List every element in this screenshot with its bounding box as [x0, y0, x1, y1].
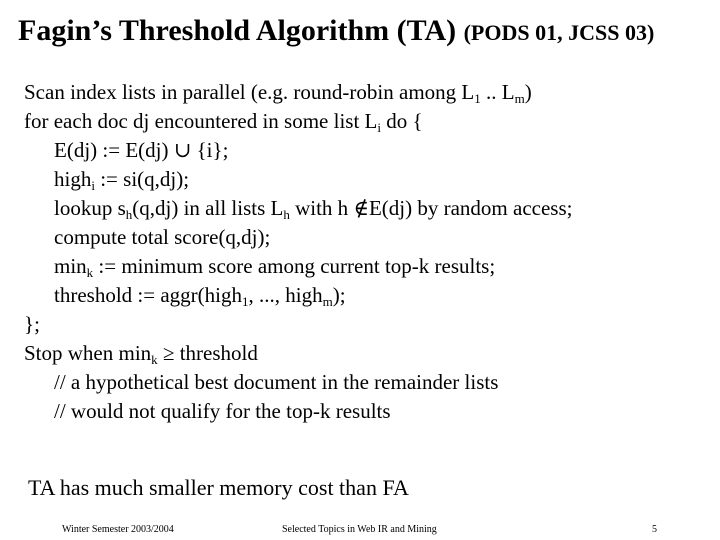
code-line-9: };: [24, 312, 40, 336]
title-references: (PODS 01, JCSS 03): [463, 20, 655, 45]
code-line-7: $\min_k$ := minimum score among current top-k results;: [54, 254, 496, 280]
title-main: Fagin’s Threshold Algorithm (TA): [18, 14, 457, 47]
code-line-6: compute total score(q,dj);: [54, 225, 271, 249]
slide-title: [18, 12, 654, 52]
code-line-4: high$_i$ := si(q,dj);: [54, 167, 190, 193]
footer-page-number: 5: [652, 524, 657, 535]
code-line-3: E(dj) := E(dj) ∪ {i};: [54, 138, 229, 162]
footer-course-title: Selected Topics in Web IR and Mining: [282, 524, 437, 535]
code-line-5: lookup $s_h(q,dj)$ in all lists $L_h$ with h ∉E(dj) by random access;: [54, 196, 573, 222]
algorithm-pseudocode: [24, 78, 714, 426]
summary-statement: TA has much smaller memory cost than FA: [28, 475, 409, 500]
code-comment-1: // a hypothetical best document in the remainder lists: [54, 370, 499, 394]
code-comment-2: // would not qualify for the top-k results: [54, 399, 391, 423]
code-line-2: for each doc dj encountered in some list $L_i$ do {: [24, 109, 423, 135]
code-line-10: Stop when $\min_k$ ≥ threshold: [24, 341, 258, 367]
footer-semester: Winter Semester 2003/2004: [62, 524, 174, 535]
code-line-1: Scan index lists in parallel (e.g. round-robin among $L_1$ .. $L_m$): [24, 80, 532, 106]
code-line-8: threshold := aggr(high$_1$, ..., high$_m$);: [54, 283, 346, 309]
